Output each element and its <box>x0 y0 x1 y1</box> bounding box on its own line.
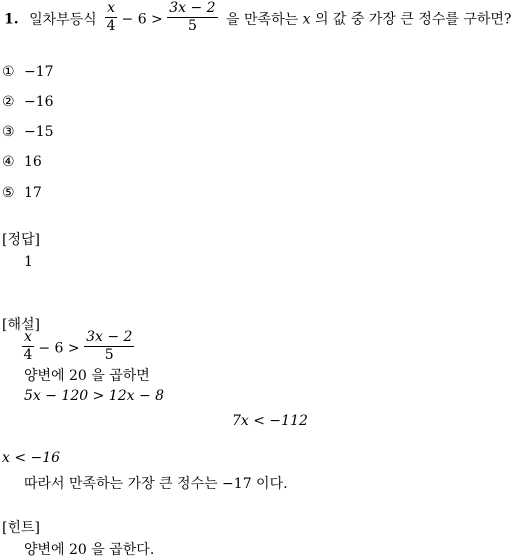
explanation-fraction-right-numerator: 3x − 2 <box>86 329 133 345</box>
choice-5[interactable] <box>2 185 42 201</box>
explanation-line-multiply: 양변에 20 을 곱하면 <box>24 368 150 384</box>
choice-2[interactable] <box>2 94 54 110</box>
choice-4[interactable] <box>2 154 42 170</box>
question-inequality-middle: − 6 > <box>121 11 163 28</box>
explanation-line-conclusion: 따라서 만족하는 가장 큰 정수는 −17 이다. <box>24 476 288 492</box>
explanation-inequality-middle: − 6 > <box>38 340 80 357</box>
question-fraction-left <box>105 1 117 34</box>
choice-1[interactable] <box>2 64 54 80</box>
explanation-line-expanded: 5x − 120 > 12x − 8 <box>24 388 165 404</box>
answer-label: [정답] <box>2 232 40 248</box>
answer-value: 1 <box>24 254 33 270</box>
choice-value: −17 <box>24 64 54 80</box>
choice-value: 16 <box>24 154 42 170</box>
choice-marker: ① <box>2 64 15 80</box>
question-fraction-left-denominator: 4 <box>106 18 116 34</box>
question-text-pre: 일차부등식 <box>29 11 97 28</box>
explanation-inequality <box>22 329 134 365</box>
choice-value: −15 <box>24 124 54 140</box>
explanation-line-solution: x < −16 <box>2 450 61 466</box>
choice-3[interactable] <box>2 124 54 140</box>
choice-value: −16 <box>24 94 54 110</box>
choice-marker: ④ <box>2 154 15 170</box>
explanation-fraction-right <box>84 330 134 363</box>
choice-value: 17 <box>24 185 42 201</box>
hint-label: [힌트] <box>2 520 40 536</box>
explanation-line-simplified: 7x < −112 <box>232 413 308 429</box>
hint-text: 양변에 20 을 곱한다. <box>24 542 155 558</box>
explanation-label: [해설] <box>2 317 40 333</box>
question-fraction-right-numerator: 3x − 2 <box>169 0 216 16</box>
explanation-fraction-left <box>22 330 34 363</box>
explanation-fraction-right-denominator: 5 <box>84 346 134 363</box>
choice-marker: ③ <box>2 124 15 140</box>
choice-marker: ② <box>2 94 15 110</box>
question-text-post-b: 의 값 중 가장 큰 정수를 구하면? <box>314 11 512 28</box>
question-text-post-a: 을 만족하는 <box>226 11 299 28</box>
question-fraction-left-numerator: x <box>107 0 116 16</box>
question <box>4 0 512 36</box>
explanation-fraction-left-numerator: x <box>24 329 32 345</box>
choice-marker: ⑤ <box>2 185 15 201</box>
question-number: 1. <box>4 11 19 28</box>
question-variable: x <box>302 11 311 28</box>
explanation-fraction-left-denominator: 4 <box>23 347 33 363</box>
question-fraction-right-denominator: 5 <box>167 17 217 34</box>
question-fraction-right <box>167 1 217 34</box>
